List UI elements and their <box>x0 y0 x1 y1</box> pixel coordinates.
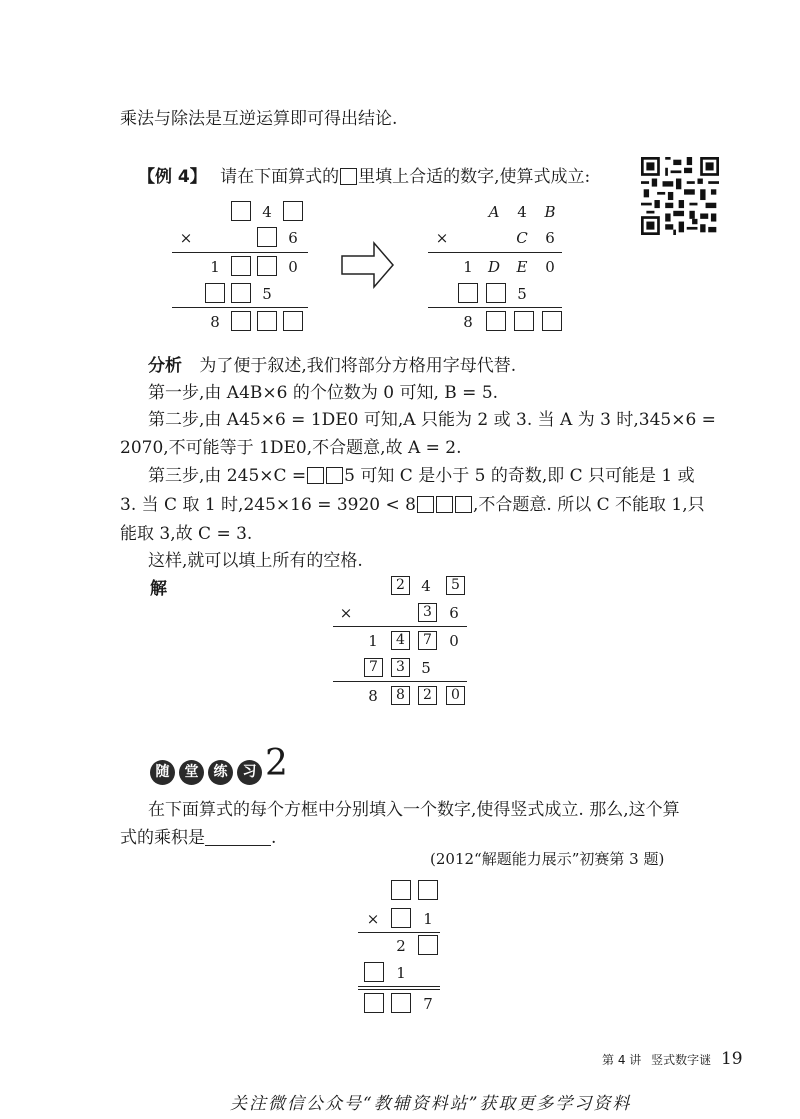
step3b-post: ,不合题意. 所以 C 不能取 1,只 <box>472 495 705 515</box>
rule-line <box>428 252 562 253</box>
digit: 5 <box>262 285 272 303</box>
practice-text-b-start: 式的乘积是 <box>120 828 205 848</box>
digit: 6 <box>288 229 298 247</box>
digit: 5 <box>517 285 527 303</box>
empty-box <box>486 311 506 331</box>
letter: A <box>488 203 500 221</box>
empty-box[interactable] <box>391 993 411 1013</box>
empty-box <box>231 256 251 276</box>
analysis-step2a: 第二步,由 A45×6 = 1DE0 可知,A 只能为 2 或 3. 当 A 为 3 时,345×6 = <box>148 410 716 430</box>
empty-box <box>231 283 251 303</box>
analysis-step2b: 2070,不可能等于 1DE0,不合题意,故 A = 2. <box>120 438 462 458</box>
answer-blank[interactable] <box>205 828 271 846</box>
digit: 1 <box>210 258 220 276</box>
inline-empty-box <box>417 496 434 513</box>
empty-box[interactable] <box>391 880 411 900</box>
empty-box[interactable] <box>391 908 411 928</box>
empty-box <box>283 311 303 331</box>
times-sign: × <box>339 604 353 622</box>
times-sign: × <box>435 229 449 247</box>
digit: 1 <box>368 632 378 650</box>
digit: 2 <box>396 937 406 955</box>
filled-box: 2 <box>391 576 410 595</box>
rule-line <box>172 307 308 308</box>
letter: D <box>487 258 501 276</box>
practice-char: 习 <box>237 760 262 785</box>
empty-box <box>514 311 534 331</box>
filled-box: 8 <box>391 686 410 705</box>
empty-box <box>231 201 251 221</box>
qr-code-icon <box>641 157 719 235</box>
empty-box[interactable] <box>364 962 384 982</box>
rule-line <box>333 681 467 682</box>
digit: 0 <box>545 258 555 276</box>
practice-text-b <box>120 823 276 848</box>
empty-box[interactable] <box>364 993 384 1013</box>
analysis-intro <box>148 351 516 376</box>
practice-char: 堂 <box>179 760 204 785</box>
step3b-pre: 3. 当 C 取 1 时,245×16 = 3920 < 8 <box>120 495 416 515</box>
empty-box <box>257 256 277 276</box>
digit: 5 <box>421 659 431 677</box>
right-arrow-icon <box>340 240 396 290</box>
empty-box[interactable] <box>418 880 438 900</box>
analysis-step3b <box>120 490 705 515</box>
empty-box <box>458 283 478 303</box>
digit: 4 <box>421 577 431 595</box>
filled-box: 5 <box>446 576 465 595</box>
page-footer <box>602 1049 743 1069</box>
times-sign: × <box>366 910 380 928</box>
digit: 1 <box>396 964 406 982</box>
empty-box <box>231 311 251 331</box>
double-rule-line <box>358 986 440 990</box>
filled-box: 7 <box>364 658 383 677</box>
rule-line <box>358 932 440 933</box>
intro-line: 乘法与除法是互逆运算即可得出结论. <box>120 109 398 129</box>
step3a-post: 5 可知 C 是小于 5 的奇数,即 C 只可能是 1 或 <box>344 466 695 486</box>
inline-empty-box <box>326 467 343 484</box>
filled-box: 3 <box>391 658 410 677</box>
practice-source: (2012“解题能力展示”初赛第 3 题) <box>430 850 665 868</box>
letter: C <box>516 229 528 247</box>
inline-empty-box <box>436 496 453 513</box>
practice-text-b-end: . <box>271 828 277 848</box>
filled-box: 2 <box>418 686 437 705</box>
empty-box <box>257 311 277 331</box>
rule-line <box>172 252 308 253</box>
letter: B <box>544 203 556 221</box>
step3a-pre: 第三步,由 245×C = <box>148 466 307 486</box>
digit: 1 <box>423 910 433 928</box>
digit: 4 <box>517 203 527 221</box>
page-number: 19 <box>720 1049 743 1069</box>
digit: 8 <box>463 313 473 331</box>
inline-empty-box <box>455 496 472 513</box>
example-label: 【例 4】 <box>138 167 207 187</box>
digit: 4 <box>262 203 272 221</box>
example-header <box>138 162 590 187</box>
analysis-intro-text: 为了便于叙述,我们将部分方格用字母代替. <box>199 356 517 376</box>
empty-box <box>283 201 303 221</box>
inline-empty-box <box>340 168 357 185</box>
filled-box: 0 <box>446 686 465 705</box>
inline-empty-box <box>307 467 324 484</box>
filled-box: 4 <box>391 631 410 650</box>
footer-lecture: 第 4 讲 <box>602 1053 642 1067</box>
empty-box <box>542 311 562 331</box>
letter: E <box>516 258 528 276</box>
analysis-conclusion: 这样,就可以填上所有的空格. <box>148 551 363 571</box>
filled-box: 3 <box>418 603 437 622</box>
empty-box[interactable] <box>418 935 438 955</box>
times-sign: × <box>179 229 193 247</box>
rule-line <box>333 626 467 627</box>
practice-text-a: 在下面算式的每个方框中分别填入一个数字,使得竖式成立. 那么,这个算 <box>148 800 680 820</box>
rule-line <box>428 307 562 308</box>
digit: 8 <box>210 313 220 331</box>
digit: 6 <box>449 604 459 622</box>
digit: 6 <box>545 229 555 247</box>
digit: 0 <box>288 258 298 276</box>
empty-box <box>205 283 225 303</box>
empty-box <box>486 283 506 303</box>
digit: 8 <box>368 687 378 705</box>
footer-topic: 竖式数字谜 <box>651 1053 712 1067</box>
example-prompt-a: 请在下面算式的 <box>220 167 340 187</box>
analysis-step3a <box>148 461 695 486</box>
example-prompt-b: 里填上合适的数字,使算式成立: <box>358 167 591 187</box>
solution-label: 解 <box>150 579 167 599</box>
digit: 0 <box>449 632 459 650</box>
empty-box <box>257 227 277 247</box>
filled-box: 7 <box>418 631 437 650</box>
analysis-step3c: 能取 3,故 C = 3. <box>120 524 253 544</box>
digit: 1 <box>463 258 473 276</box>
digit: 7 <box>423 995 433 1013</box>
analysis-label: 分析 <box>148 356 182 376</box>
analysis-step1: 第一步,由 A4B×6 的个位数为 0 可知, B = 5. <box>148 383 499 403</box>
watermark-text: 关注微信公众号“教辅资料站”获取更多学习资料 <box>230 1094 632 1114</box>
practice-char: 随 <box>150 760 175 785</box>
practice-number: 2 <box>265 743 288 784</box>
practice-char: 练 <box>208 760 233 785</box>
